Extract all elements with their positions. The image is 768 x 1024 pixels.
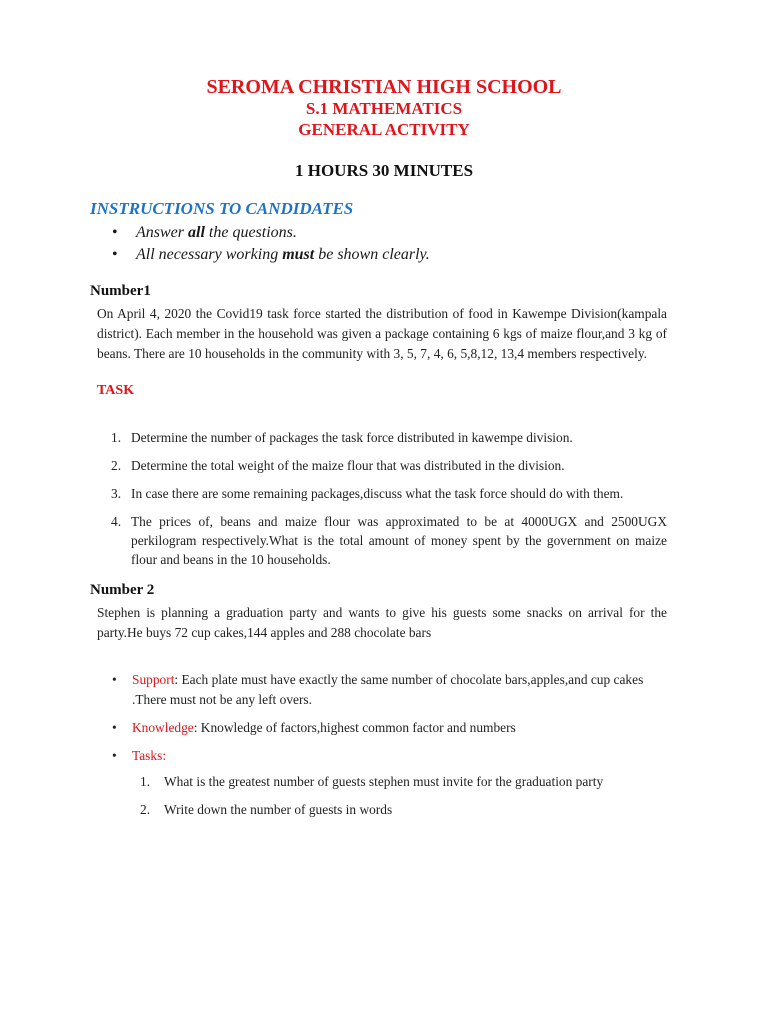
question-1-paragraph: On April 4, 2020 the Covid19 task force started the distribution of food in Kawempe Division(kampala district). Each member in the household was given a package containing 6 kgs of maize flour,and 3 kg of beans. There are 10 households in the community with 3, 5, 7, 4, 6, 5,8,12, 13,4 members respectively. [97, 306, 667, 361]
instructions-list [112, 222, 430, 266]
task-item [97, 512, 667, 569]
task-number: 1. [140, 774, 151, 789]
activity-title: GENERAL ACTIVITY [298, 120, 470, 139]
instruction-item [112, 244, 430, 266]
task-number: 2. [140, 802, 151, 817]
instruction-text: be shown clearly. [314, 246, 430, 263]
instruction-item [112, 222, 430, 244]
task-number: 4. [111, 514, 122, 529]
instruction-emphasis: must [282, 246, 315, 263]
task-item [140, 800, 680, 820]
tasks-label-colon: : [162, 748, 167, 763]
task-number: 3. [111, 486, 122, 501]
question-2-details [112, 670, 672, 766]
task-item [140, 772, 680, 792]
instruction-text: Answer [136, 224, 188, 241]
task-label: TASK [97, 383, 135, 398]
tasks-item [112, 746, 672, 766]
tasks-label: Tasks [132, 748, 163, 763]
task-text: Write down the number of guests in words [164, 802, 393, 817]
question-2-paragraph: Stephen is planning a graduation party and wants to give his guests some snacks on arrival for the party.He buys 72 cup cakes,144 apples and 288 chocolate bars [97, 605, 667, 640]
task-text: Determine the total weight of the maize flour that was distributed in the division. [131, 458, 565, 473]
task-text: What is the greatest number of guests stephen must invite for the graduation party [164, 774, 604, 789]
task-number: 2. [111, 458, 122, 473]
task-number: 1. [111, 430, 122, 445]
question-1-tasks [97, 428, 667, 569]
knowledge-text: : Knowledge of factors,highest common factor and numbers [193, 720, 516, 735]
instruction-emphasis: all [188, 224, 205, 241]
question-2-tasks [140, 772, 680, 820]
support-text: : Each plate must have exactly the same number of chocolate bars,apples,and cup cakes .There must not be any left overs. [132, 672, 644, 707]
task-item [97, 428, 667, 447]
subject-title: S.1 MATHEMATICS [305, 99, 463, 118]
exam-duration: 1 HOURS 30 MINUTES [294, 161, 474, 180]
support-label: Support [132, 672, 175, 687]
question-2-title: Number 2 [90, 582, 155, 598]
task-text: Determine the number of packages the task force distributed in kawempe division. [131, 430, 573, 445]
task-item [97, 456, 667, 475]
task-item [97, 484, 667, 503]
task-text: The prices of, beans and maize flour was approximated to be at 4000UGX and 2500UGX perkilogram respectively.What is the total amount of money spent by the government on maize flour and beans in the 10 households. [131, 514, 667, 567]
instruction-text: the questions. [204, 224, 297, 241]
question-1-title: Number1 [90, 283, 151, 299]
support-item [112, 670, 672, 710]
knowledge-item [112, 718, 672, 738]
instruction-text: All necessary working [136, 246, 283, 263]
instructions-heading: INSTRUCTIONS TO CANDIDATES [90, 199, 354, 218]
school-name: SEROMA CHRISTIAN HIGH SCHOOL [206, 76, 562, 98]
knowledge-label: Knowledge [132, 720, 194, 735]
task-text: In case there are some remaining packages,discuss what the task force should do with them. [131, 486, 624, 501]
